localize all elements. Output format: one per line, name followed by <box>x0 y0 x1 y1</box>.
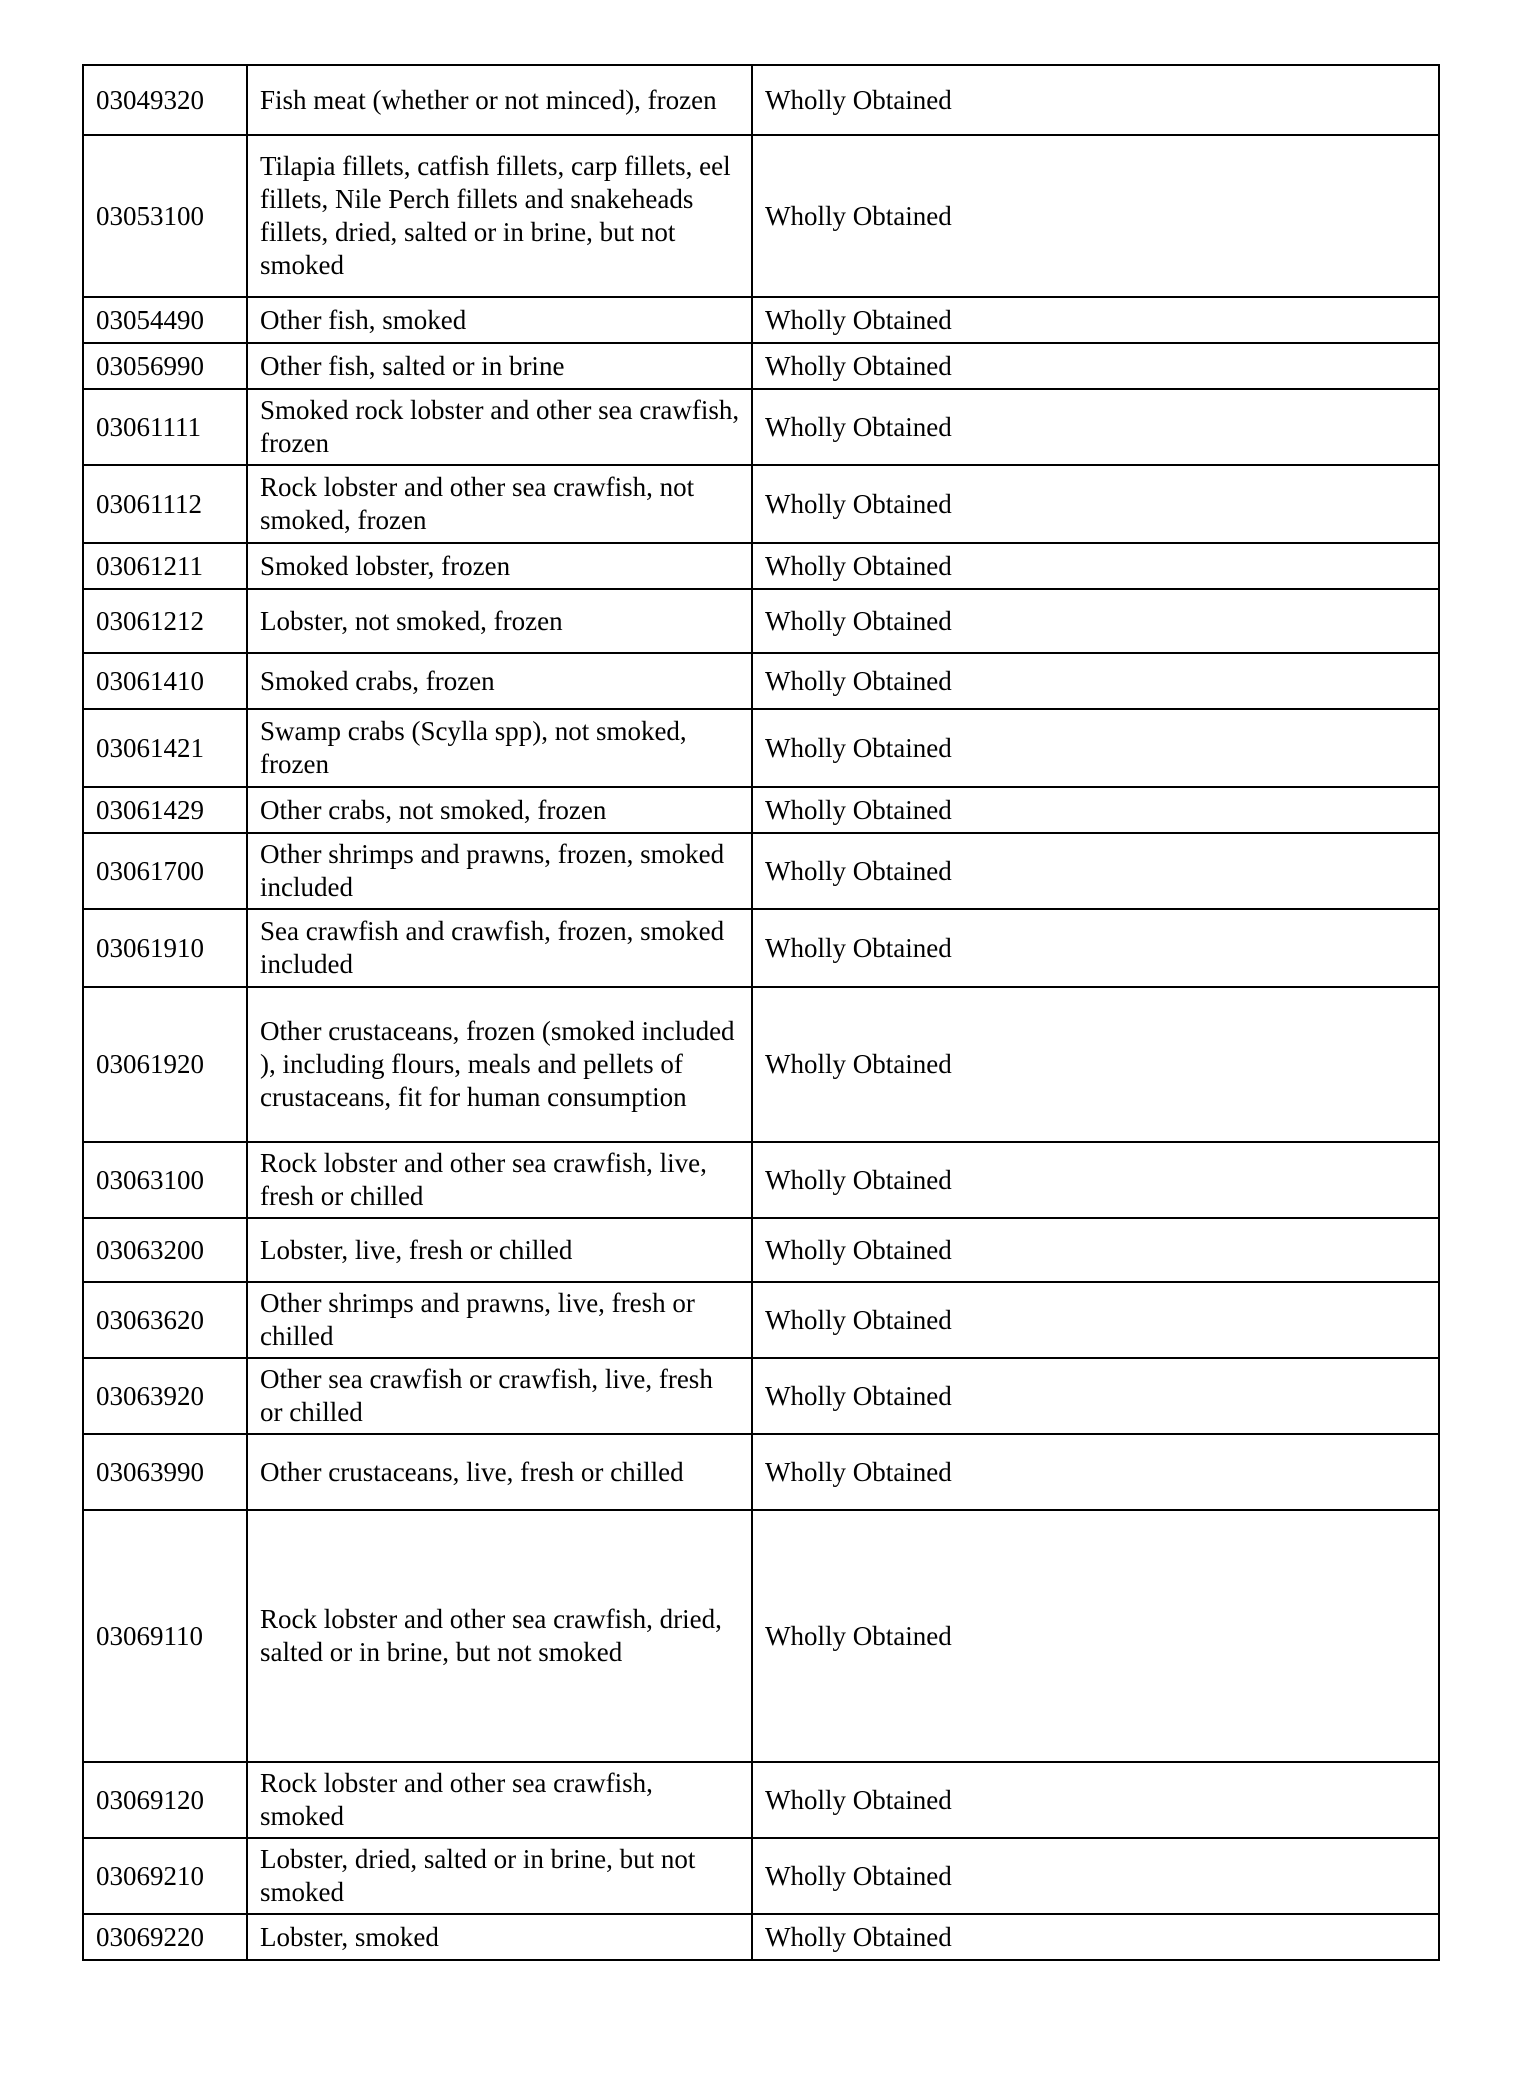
table-row <box>83 135 1439 297</box>
hs-code-cell: 03049320 <box>83 65 247 135</box>
table-row <box>83 1434 1439 1510</box>
table-row <box>83 987 1439 1142</box>
description-cell: Other fish, salted or in brine <box>247 343 752 389</box>
description-cell: Smoked crabs, frozen <box>247 653 752 709</box>
tariff-table-body <box>83 65 1439 1960</box>
table-row <box>83 1282 1439 1358</box>
hs-code-cell: 03069110 <box>83 1510 247 1762</box>
table-row <box>83 465 1439 543</box>
hs-code-cell: 03069210 <box>83 1838 247 1914</box>
criterion-cell: Wholly Obtained <box>752 833 1439 909</box>
hs-code-cell: 03063200 <box>83 1218 247 1282</box>
description-cell: Other fish, smoked <box>247 297 752 343</box>
description-cell: Rock lobster and other sea crawfish, live, fresh or chilled <box>247 1142 752 1218</box>
criterion-cell: Wholly Obtained <box>752 1762 1439 1838</box>
table-row <box>83 833 1439 909</box>
table-row <box>83 65 1439 135</box>
hs-code-cell: 03061700 <box>83 833 247 909</box>
description-cell: Smoked rock lobster and other sea crawfish, frozen <box>247 389 752 465</box>
table-row <box>83 1358 1439 1434</box>
criterion-cell: Wholly Obtained <box>752 1142 1439 1218</box>
criterion-cell: Wholly Obtained <box>752 543 1439 589</box>
table-row <box>83 909 1439 987</box>
criterion-cell: Wholly Obtained <box>752 1358 1439 1434</box>
criterion-cell: Wholly Obtained <box>752 297 1439 343</box>
hs-code-cell: 03061212 <box>83 589 247 653</box>
criterion-cell: Wholly Obtained <box>752 709 1439 787</box>
description-cell: Rock lobster and other sea crawfish, dried, salted or in brine, but not smoked <box>247 1510 752 1762</box>
description-cell: Other sea crawfish or crawfish, live, fresh or chilled <box>247 1358 752 1434</box>
description-cell: Rock lobster and other sea crawfish, not smoked, frozen <box>247 465 752 543</box>
table-row <box>83 543 1439 589</box>
criterion-cell: Wholly Obtained <box>752 135 1439 297</box>
hs-code-cell: 03061410 <box>83 653 247 709</box>
criterion-cell: Wholly Obtained <box>752 1218 1439 1282</box>
table-row <box>83 1142 1439 1218</box>
table-row <box>83 1510 1439 1762</box>
description-cell: Swamp crabs (Scylla spp), not smoked, frozen <box>247 709 752 787</box>
description-cell: Lobster, dried, salted or in brine, but not smoked <box>247 1838 752 1914</box>
description-cell: Rock lobster and other sea crawfish, smoked <box>247 1762 752 1838</box>
table-row <box>83 589 1439 653</box>
hs-code-cell: 03054490 <box>83 297 247 343</box>
description-cell: Other crustaceans, live, fresh or chilled <box>247 1434 752 1510</box>
table-row <box>83 1838 1439 1914</box>
description-cell: Tilapia fillets, catfish fillets, carp fillets, eel fillets, Nile Perch fillets and snakeheads fillets, dried, salted or in brine, but not smoked <box>247 135 752 297</box>
description-cell: Other shrimps and prawns, live, fresh or chilled <box>247 1282 752 1358</box>
description-cell: Fish meat (whether or not minced), frozen <box>247 65 752 135</box>
criterion-cell: Wholly Obtained <box>752 465 1439 543</box>
description-cell: Other crustaceans, frozen (smoked included ), including flours, meals and pellets of crustaceans, fit for human consumption <box>247 987 752 1142</box>
hs-code-cell: 03061429 <box>83 787 247 833</box>
table-row <box>83 787 1439 833</box>
criterion-cell: Wholly Obtained <box>752 787 1439 833</box>
table-row <box>83 709 1439 787</box>
hs-code-cell: 03063990 <box>83 1434 247 1510</box>
description-cell: Smoked lobster, frozen <box>247 543 752 589</box>
criterion-cell: Wholly Obtained <box>752 1838 1439 1914</box>
hs-code-cell: 03063920 <box>83 1358 247 1434</box>
table-row <box>83 1218 1439 1282</box>
table-row <box>83 343 1439 389</box>
table-row <box>83 1914 1439 1960</box>
criterion-cell: Wholly Obtained <box>752 987 1439 1142</box>
hs-code-cell: 03063100 <box>83 1142 247 1218</box>
hs-code-cell: 03061910 <box>83 909 247 987</box>
hs-code-cell: 03069120 <box>83 1762 247 1838</box>
criterion-cell: Wholly Obtained <box>752 1282 1439 1358</box>
hs-code-cell: 03061112 <box>83 465 247 543</box>
hs-code-cell: 03061211 <box>83 543 247 589</box>
hs-code-cell: 03053100 <box>83 135 247 297</box>
criterion-cell: Wholly Obtained <box>752 909 1439 987</box>
criterion-cell: Wholly Obtained <box>752 343 1439 389</box>
table-row <box>83 297 1439 343</box>
hs-code-cell: 03061111 <box>83 389 247 465</box>
criterion-cell: Wholly Obtained <box>752 1510 1439 1762</box>
description-cell: Lobster, live, fresh or chilled <box>247 1218 752 1282</box>
table-row <box>83 389 1439 465</box>
hs-code-cell: 03061920 <box>83 987 247 1142</box>
hs-code-cell: 03056990 <box>83 343 247 389</box>
hs-code-cell: 03063620 <box>83 1282 247 1358</box>
criterion-cell: Wholly Obtained <box>752 1434 1439 1510</box>
description-cell: Sea crawfish and crawfish, frozen, smoked included <box>247 909 752 987</box>
description-cell: Lobster, not smoked, frozen <box>247 589 752 653</box>
table-row <box>83 1762 1439 1838</box>
hs-code-cell: 03069220 <box>83 1914 247 1960</box>
table-row <box>83 653 1439 709</box>
criterion-cell: Wholly Obtained <box>752 1914 1439 1960</box>
criterion-cell: Wholly Obtained <box>752 589 1439 653</box>
criterion-cell: Wholly Obtained <box>752 389 1439 465</box>
tariff-rules-table <box>82 64 1440 1961</box>
description-cell: Other shrimps and prawns, frozen, smoked included <box>247 833 752 909</box>
criterion-cell: Wholly Obtained <box>752 653 1439 709</box>
criterion-cell: Wholly Obtained <box>752 65 1439 135</box>
hs-code-cell: 03061421 <box>83 709 247 787</box>
description-cell: Other crabs, not smoked, frozen <box>247 787 752 833</box>
description-cell: Lobster, smoked <box>247 1914 752 1960</box>
